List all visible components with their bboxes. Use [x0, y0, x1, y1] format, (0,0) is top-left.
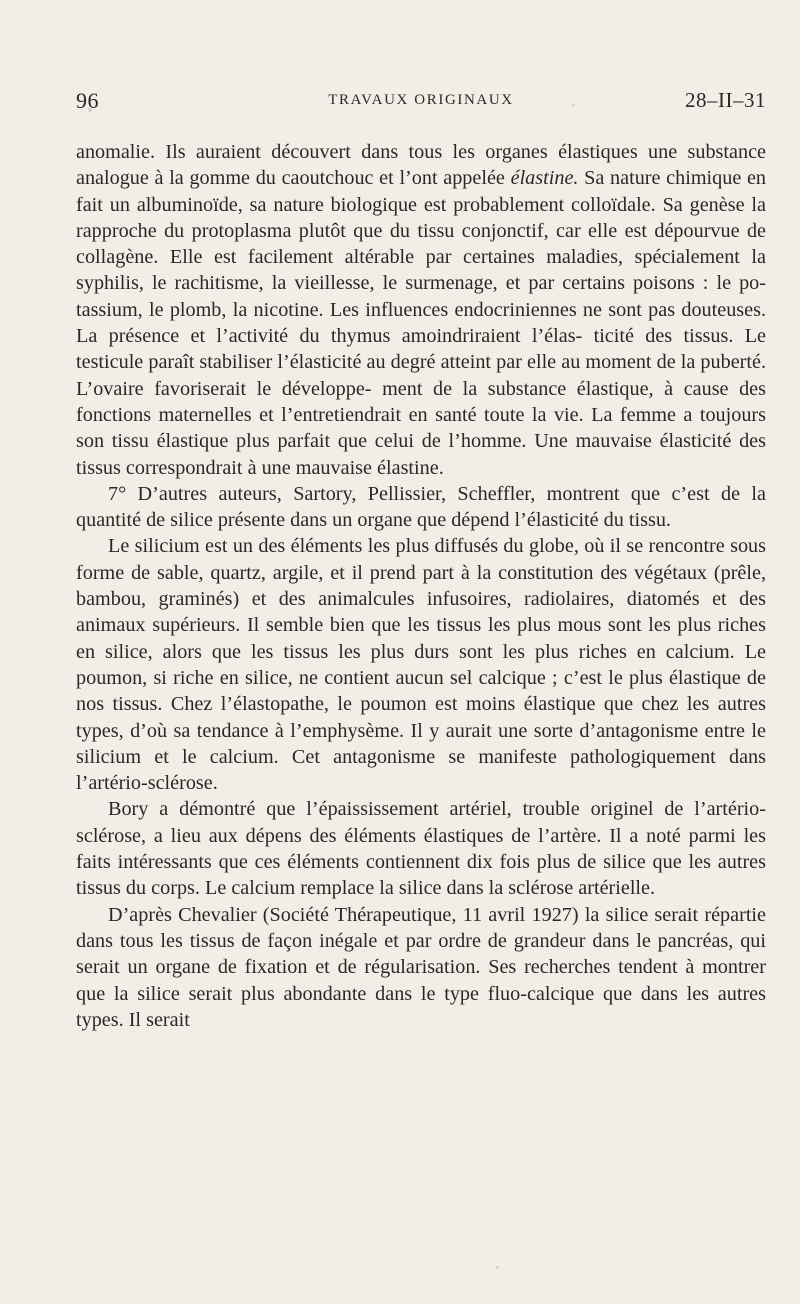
- text-line: le rachitisme, la vieillesse, le surmenage, et par certains poisons : le po-: [151, 272, 766, 295]
- paragraph-silicium: Le silicium est un des éléments les plus diffusés du globe, où il se rencontre sous forme de sable, quartz, argile, et il prend part à la constitution des végétaux (prêle, bambou, graminés) et des animalcules infusoires, radiolaires, diatomés et des animaux supérieurs. Il semble bien que les tissus les plus mous sont les plus riches en silice, alors que les tissus les plus durs sont les plus riches en calcium. Le poumon, si riche en silice, ne contient aucun sel calcique ; c’est le plus élastique de nos tissus. Chez l’élastopathe, le poumon est moins élastique que chez les autres types, d’où sa tendance à l’emphysème. Il y aurait une sorte d’antagonisme entre le silicium et le calcium. Cet antagonisme se manifeste pathologiquement dans l’artério-sclérose.: [76, 535, 766, 795]
- text-line: des tissus correspondrait à une mauvaise élastine.: [76, 430, 766, 479]
- text-line: que du tissu conjonctif, car elle est dépourvue de collagène. Elle est: [76, 219, 767, 269]
- paragraph-chevalier: D’après Chevalier (Société Thérapeutique, 11 avril 1927) la silice serait répartie dans tous les tissus de façon inégale et par ordre de grandeur dans le pancréas, qui serait un organe de fixation et de régularisation. Ses recherches tendent à montrer que la silice serait plus abondante dans le type fluo-calcique que dans les autres types. Il serait: [76, 903, 766, 1031]
- paper-spot: [572, 104, 575, 107]
- text-line: douteuses. La présence et l’activité du thymus amoindriraient l’élas-: [76, 298, 767, 348]
- text-line: anomalie. Ils auraient découvert dans tous les organes élastiques une: [76, 141, 678, 163]
- running-title: TRAVAUX ORIGINAUX: [328, 92, 514, 108]
- running-header: [76, 88, 766, 116]
- text-line: Sa nature chimique en fait un albuminoïde, sa nature biologique est: [76, 167, 767, 216]
- paper-spot: [88, 108, 92, 112]
- italic-term: élastine.: [510, 167, 579, 190]
- text-line: ticité des tissus. Le testicule paraît stabiliser l’élasticité au degré atteint: [76, 325, 767, 374]
- paragraph-silice-authors: 7° D’autres auteurs, Sartory, Pellissier, Scheffler, montrent que c’est de la quantité de silice présente dans un organe que dépend l’élasticité du tissu.: [76, 482, 766, 532]
- text-line: substance analogue à la gomme du caoutchouc et l’ont appelée: [76, 141, 766, 190]
- text-line: l’entretiendrait en santé toute la vie. La femme a toujours son tissu: [76, 403, 767, 453]
- text-line: par elle au moment de la puberté. L’ovaire favoriserait le développe-: [76, 351, 766, 400]
- paper-spot: [496, 1266, 499, 1269]
- page-number: 96: [76, 88, 99, 113]
- text-line: probablement colloïdale. Sa genèse la rapproche du protoplasma plutôt: [76, 193, 766, 242]
- issue-date: 28–II–31: [685, 88, 766, 112]
- text-line: ment de la substance élastique, à cause des fonctions maternelles et: [76, 377, 766, 426]
- paragraph-bory: Bory a démontré que l’épaississement artériel, trouble originel de l’artério-sclérose, a lieu aux dépens des éléments élastiques de l’artère. Il a noté parmi les faits intéressants que ces éléments contiennent dix fois plus de silice que les autres tissus du corps. Le calcium remplace la silice dans la sclérose artérielle.: [76, 798, 766, 900]
- text-line: élastique plus parfait que celui de l’homme. Une mauvaise élasticité: [156, 430, 732, 453]
- paragraph-elastine: [76, 139, 766, 481]
- body-text: [76, 139, 766, 1033]
- text-line: tassium, le plomb, la nicotine. Les influences endocriniennes ne sont pas: [76, 298, 676, 321]
- text-line: facilement altérable par certaines maladies, spécialement la syphilis,: [76, 246, 767, 295]
